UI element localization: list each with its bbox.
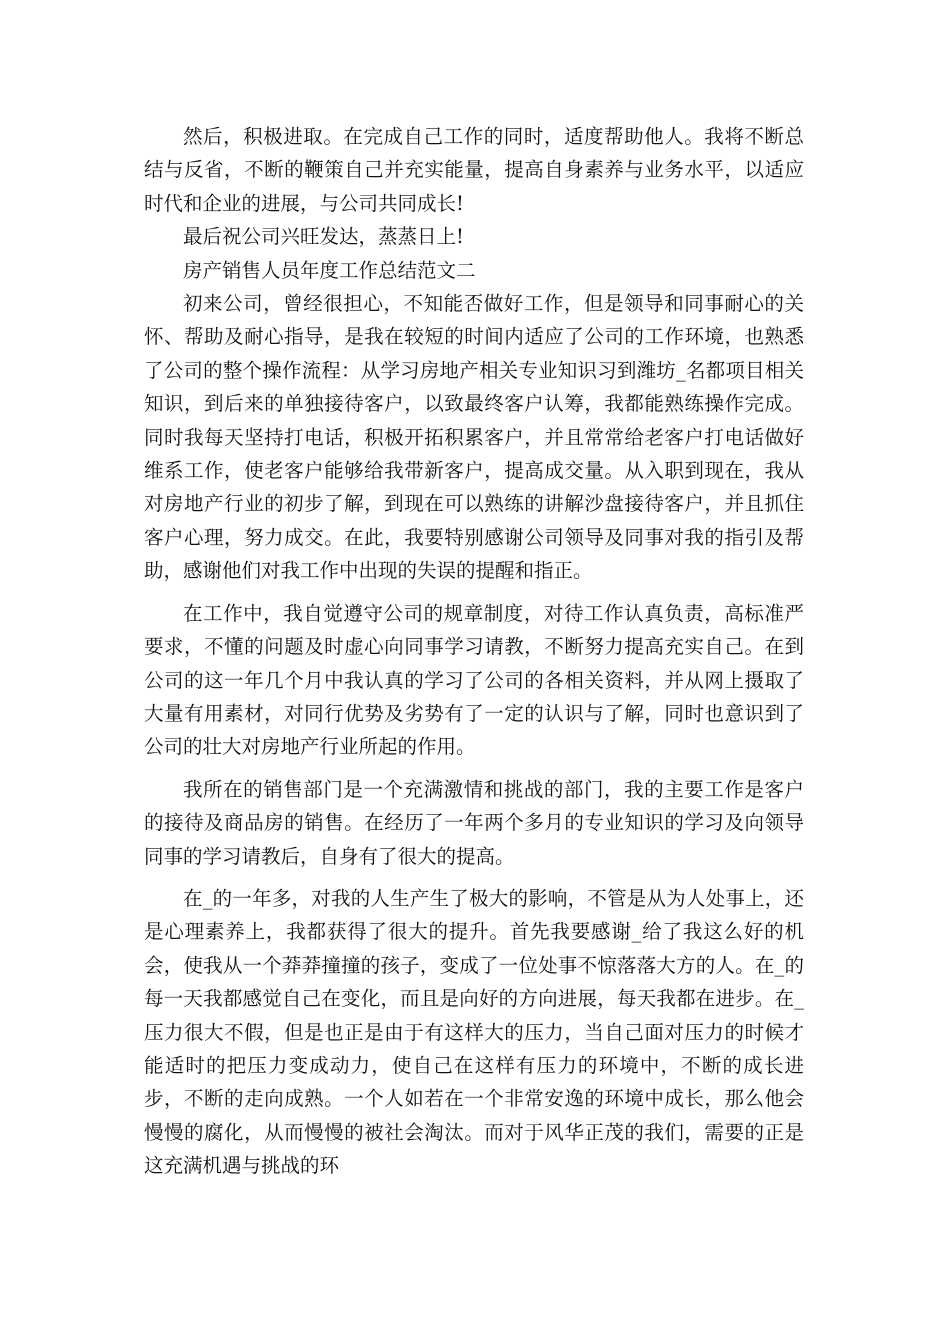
paragraph-introduction: 初来公司，曾经很担心，不知能否做好工作，但是领导和同事耐心的关怀、帮助及耐心指导，是我在较短的时间内适应了公司的工作环境，也熟悉了公司的整个操作流程：从学习房地产相关专业知识习到潍坊_名都项目相关知识，到后来的单独接待客户，以致最终客户认筹，我都能熟练操作完成。同时我每天坚持打电话，积极开拓积累客户，并且常常给老客户打电话做好维系工作，使老客户能够给我带新客户，提高成交量。从入职到现在，我从对房地产行业的初步了解，到现在可以熟练的讲解沙盘接待客户，并且抓住客户心理，努力成交。在此，我要特别感谢公司领导及同事对我的指引及帮助，感谢他们对我工作中出现的失误的提醒和指正。 xyxy=(144,292,804,583)
paragraph-closing-effort: 然后，积极进取。在完成自己工作的同时，适度帮助他人。我将不断总结与反省，不断的鞭策自己并充实能量，提高自身素养与业务水平，以适应时代和企业的进展，与公司共同成长! xyxy=(144,125,804,215)
paragraph-personal-growth: 在_的一年多，对我的人生产生了极大的影响，不管是从为人处事上，还是心理素养上，我都获得了很大的提升。首先我要感谢_给了我这么好的机会，使我从一个莽莽撞撞的孩子，变成了一位处事不惊落落大方的人。在_的每一天我都感觉自己在变化，而且是向好的方向进展，每天我都在进步。在_压力很大不假，但是也正是由于有这样大的压力，当自己面对压力的时候才能适时的把压力变成动力，使自己在这样有压力的环境中，不断的成长进步，不断的走向成熟。一个人如若在一个非常安逸的环境中成长，那么他会慢慢的腐化，从而慢慢的被社会淘汰。而对于风华正茂的我们，需要的正是这充满机遇与挑战的环 xyxy=(144,886,804,1178)
paragraph-wishes: 最后祝公司兴旺发达，蒸蒸日上! xyxy=(183,225,464,249)
document-body xyxy=(144,120,804,1183)
paragraph-sales-department: 我所在的销售部门是一个充满激情和挑战的部门，我的主要工作是客户的接待及商品房的销售。在经历了一年两个多月的专业知识的学习及向领导同事的学习请教后，自身有了很大的提高。 xyxy=(144,777,804,868)
paragraph-work-conduct: 在工作中，我自觉遵守公司的规章制度，对待工作认真负责，高标准严要求，不懂的问题及时虚心向同事学习请教，不断努力提高充实自己。在到公司的这一年几个月中我认真的学习了公司的各相关资料，并从网上摄取了大量有用素材，对同行优势及劣势有了一定的认识与了解，同时也意识到了公司的壮大对房地产行业所起的作用。 xyxy=(144,601,804,759)
section-heading: 房产销售人员年度工作总结范文二 xyxy=(183,258,476,282)
